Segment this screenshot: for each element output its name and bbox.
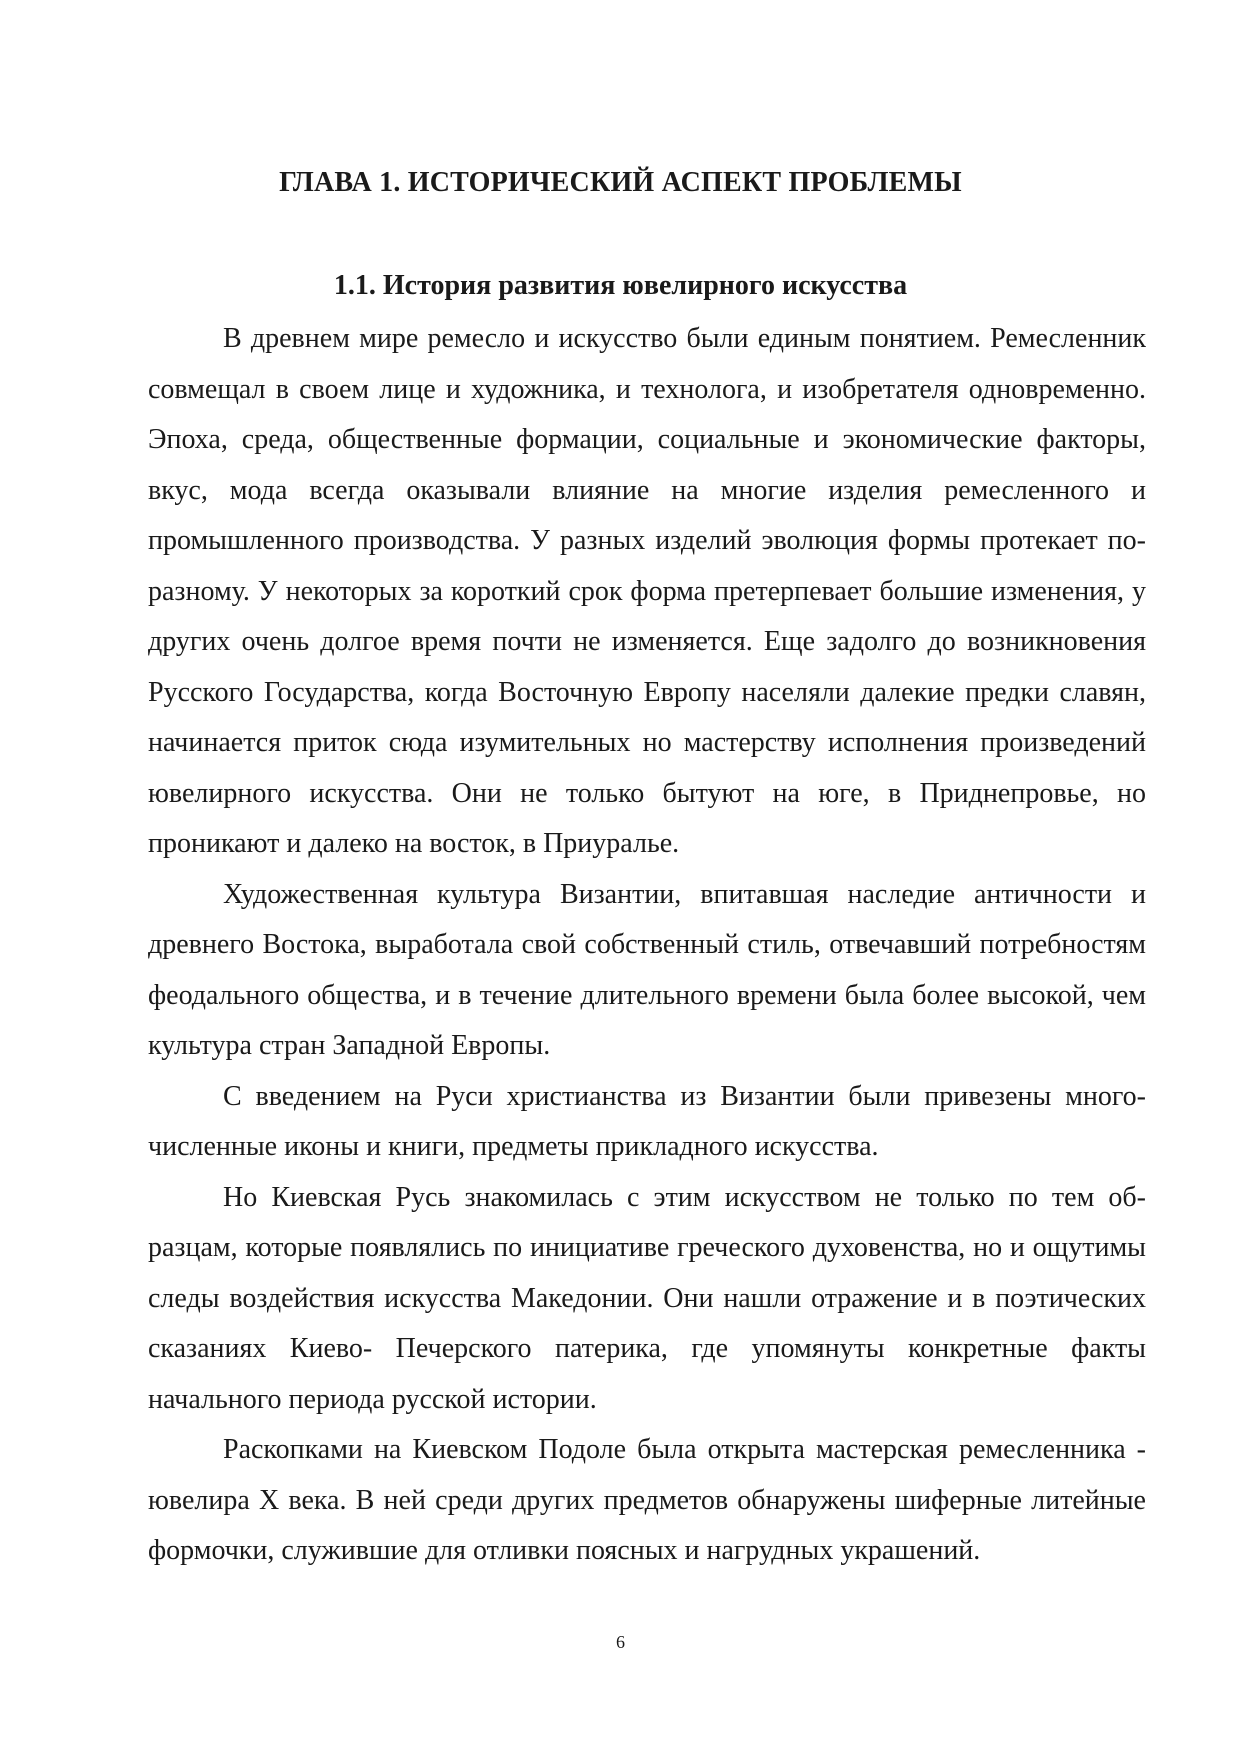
paragraph: Художественная культура Византии, впитавшая наследие античности и древнего Востока, выработала свой собственный стиль, отвечавший потребностям феодального общества, и в течение длительного времени была более высокой, чем культура стран Западной Европы.: [148, 878, 1146, 1061]
paragraph: В древнем мире ремесло и искусство были единым понятием. Ремесленник совмещал в своем лице и художника, и технолога, и изобретателя одновременно. Эпоха, среда, общественные формации, социальные и экономические факторы, вкус, мода всегда оказывали влияние на многие изделия ремесленного и промышленного производства. У разных изделий эволюция формы протекает по-разному. У некоторых за короткий срок форма претерпевает большие изменения, у других очень долгое время почти не изменяется. Еще задолго до возникновения Русского Государства, когда Восточную Европу населяли далекие предки славян, начинается приток сюда изумительных но мастерству исполнения произведений ювелирного искусства. Они не только бытуют на юге, в Приднепровье, но проникают и далеко на восток, в Приуралье.: [148, 323, 1146, 859]
paragraph: С введением на Руси христианства из Византии были привезены многочисленные иконы и книги, предметы прикладного искусства.: [148, 1080, 1146, 1162]
page-number: 6: [616, 1632, 625, 1652]
paragraph: Но Киевская Русь знакомилась с этим искусством не только по тем образцам, которые появлялись по инициативе греческого духовенства, но и ощутимы следы воздействия искусства Македонии. Они нашли отражение и в поэтических сказаниях Киево- Печерского патерика, где упомянуты конкретные факты начального периода русской истории.: [148, 1181, 1146, 1415]
body-text: [148, 314, 1146, 1577]
section-title: 1.1. История развития ювелирного искусства: [333, 270, 908, 301]
chapter-title: ГЛАВА 1. ИСТОРИЧЕСКИЙ АСПЕКТ ПРОБЛЕМЫ: [279, 167, 962, 198]
paragraph: Раскопками на Киевском Подоле была открыта мастерская ремесленника - ювелира X века. В ней среди других предметов обнаружены шиферные литейные формочки, служившие для отливки поясных и нагрудных украшений.: [148, 1434, 1146, 1566]
